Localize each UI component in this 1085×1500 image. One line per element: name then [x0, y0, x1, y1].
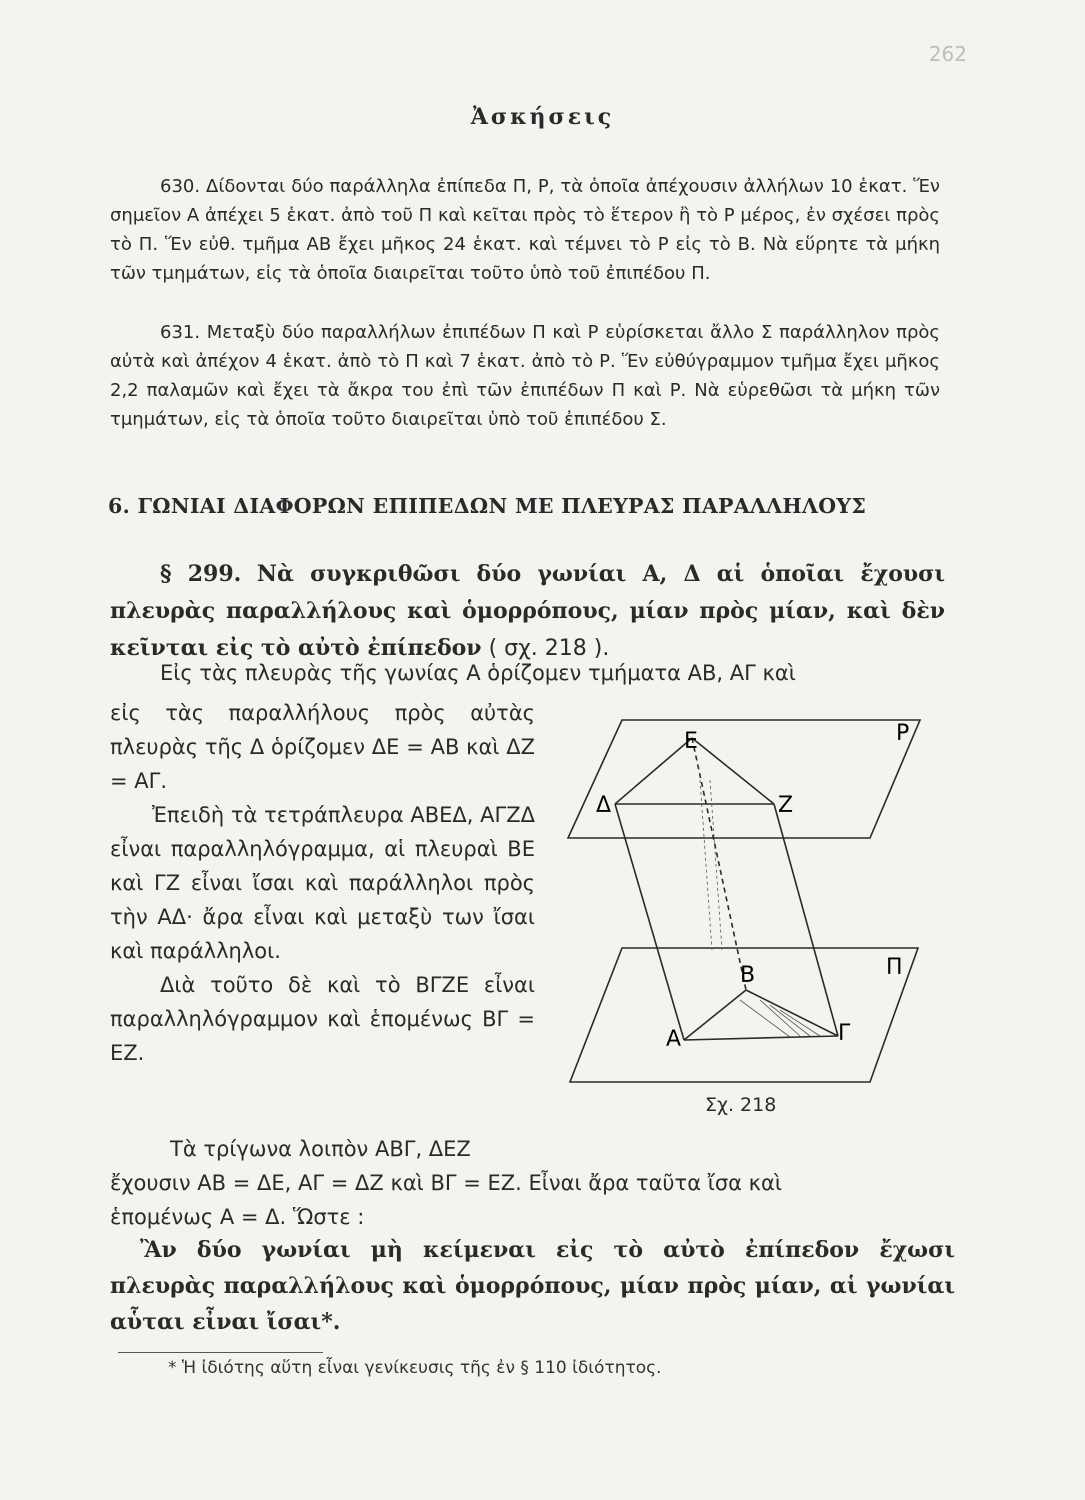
- proof-line: ἔχουσιν ΑΒ = ΔΕ, ΑΓ = ΔΖ καὶ ΒΓ = ΕΖ. Εἶναι ἄρα ταῦτα ἴσα καὶ: [110, 1171, 782, 1195]
- label-pi: Π: [886, 955, 903, 980]
- paragraph-number: § 299.: [160, 561, 242, 587]
- segment-ab: [684, 990, 746, 1040]
- footnote-divider: [118, 1352, 323, 1353]
- exercise-text: Μεταξὺ δύο παραλλήλων ἐπιπέδων Π καὶ Ρ εὑρίσκεται ἄλλο Σ παράλληλον πρὸς αὐτὰ καὶ ἀπέχον 4 ἑκατ. ἀπὸ τὸ Π καὶ 7 ἑκατ. ἀπὸ τὸ Ρ. Ἕν εὐθύγραμμον τμῆμα ἔχει μῆκος 2,2 παλαμῶν καὶ ἔχει τὰ ἄκρα του ἐπὶ τῶν ἐπιπέδων Π καὶ Ρ. Νὰ εὑρεθῶσι τὰ μήκη τῶν τμημάτων, εἰς τὰ ὁποῖα τοῦτο διαιρεῖται ὑπὸ τοῦ ἐπιπέδου Σ.: [110, 322, 940, 430]
- proof-paragraph: εἰς τὰς παραλλήλους πρὸς αὐτὰς πλευρὰς τῆς Δ ὁρίζομεν ΔΕ = ΑΒ καὶ ΔΖ = ΑΓ.: [110, 701, 535, 793]
- proof-paragraph: Ἐπειδὴ τὰ τετράπλευρα ΑΒΕΔ, ΑΓΖΔ εἶναι παραλληλόγραμμα, αἱ πλευραὶ ΒΕ καὶ ΓΖ εἶναι ἴσαι καὶ παράλληλοι πρὸς τὴν ΑΔ· ἄρα εἶναι καὶ μεταξὺ των ἴσαι καὶ παράλληλοι.: [110, 803, 535, 963]
- segment-da: [615, 804, 684, 1040]
- proof-bottom: [110, 1132, 950, 1234]
- chapter-title: 6. ΓΩΝΙΑΙ ΔΙΑΦΟΡΩΝ ΕΠΙΠΕΔΩΝ ΜΕ ΠΛΕΥΡΑΣ ΠΑΡΑΛΛΗΛΟΥΣ: [108, 494, 867, 518]
- page-number: 262: [928, 42, 967, 66]
- label-b: Β: [740, 963, 756, 988]
- conclusion-statement: Ἂν δύο γωνίαι μὴ κείμεναι εἰς τὸ αὐτὸ ἐπίπεδον ἔχωσι πλευρὰς παραλλήλους καὶ ὁμορρόπους, μίαν πρὸς μίαν, αἱ γωνίαι αὗται εἶναι ἴσαι*.: [110, 1237, 955, 1335]
- segment-ag: [684, 1036, 838, 1040]
- exercise-631: [110, 318, 940, 434]
- label-g: Γ: [838, 1021, 851, 1046]
- label-d: Δ: [596, 793, 612, 818]
- figure-reference: ( σχ. 218 ).: [488, 636, 610, 661]
- label-e: Ε: [684, 729, 698, 754]
- exercise-number: 630.: [160, 176, 201, 197]
- footnote: * Ἡ ἰδιότης αὕτη εἶναι γενίκευσις τῆς ἐν § 110 ἰδιότητος.: [168, 1358, 662, 1378]
- exercise-630: [110, 172, 940, 288]
- theorem-text: Νὰ συγκριθῶσι δύο γωνίαι Α, Δ αἱ ὁποῖαι ἔχουσι πλευρὰς παραλλήλους καὶ ὁμορρόπους, μίαν πρὸς μίαν, καὶ δὲν κεῖνται εἰς τὸ αὐτὸ ἐπίπεδον: [110, 561, 946, 661]
- label-a: Α: [666, 1027, 682, 1052]
- section-heading: Ἀσκήσεις: [470, 104, 615, 130]
- figure-218: [560, 700, 950, 1120]
- exercise-text: Δίδονται δύο παράλληλα ἐπίπεδα Π, Ρ, τὰ ὁποῖα ἀπέχουσιν ἀλλήλων 10 ἑκατ. Ἕν σημεῖον Α ἀπέχει 5 ἑκατ. ἀπὸ τοῦ Π καὶ κεῖται πρὸς τὸ ἕτερον ἢ τὸ Ρ μέρος, ἐν σχέσει πρὸς τὸ Π. Ἕν εὐθ. τμῆμα ΑΒ ἔχει μῆκος 24 ἑκατ. καὶ τέμνει τὸ Ρ εἰς τὸ Β. Νὰ εὕρητε τὰ μήκη τῶν τμημάτων, εἰς τὰ ὁποῖα διαιρεῖται τοῦτο ὑπὸ τοῦ ἐπιπέδου Π.: [110, 176, 940, 284]
- parallel-planes-diagram: [560, 700, 950, 1120]
- label-z: Ζ: [778, 793, 794, 818]
- exercise-number: 631.: [160, 322, 201, 343]
- theorem-statement: [110, 556, 945, 667]
- proof-line: ἑπομένως Α = Δ. Ὥστε :: [110, 1205, 365, 1229]
- proof-line: Τὰ τρίγωνα λοιπὸν ΑΒΓ, ΔΕΖ: [170, 1137, 471, 1161]
- segment-de: [615, 738, 692, 804]
- proof-first-line: Εἰς τὰς πλευρὰς τῆς γωνίας Α ὁρίζομεν τμήματα ΑΒ, ΑΓ καὶ: [160, 661, 796, 685]
- figure-caption: Σχ. 218: [705, 1094, 777, 1116]
- proof-paragraph: Διὰ τοῦτο δὲ καὶ τὸ ΒΓΖΕ εἶναι παραλληλόγραμμον καὶ ἑπομένως ΒΓ = ΕΖ.: [110, 973, 535, 1065]
- proof-column: [110, 696, 535, 1070]
- label-p: Ρ: [896, 721, 910, 746]
